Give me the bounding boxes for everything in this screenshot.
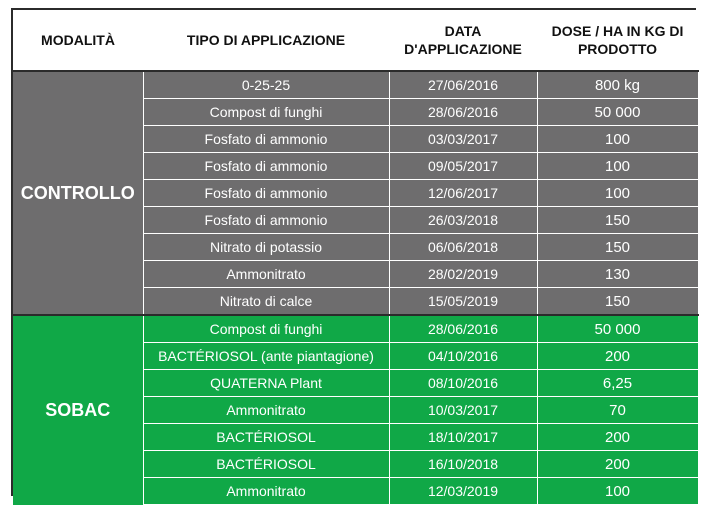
cell-dose: 100	[537, 180, 698, 207]
cell-dose: 800 kg	[537, 71, 698, 99]
cell-dose: 150	[537, 207, 698, 234]
cell-tipo: 0-25-25	[143, 71, 389, 99]
cell-data: 28/06/2016	[389, 99, 537, 126]
cell-dose: 100	[537, 126, 698, 153]
cell-tipo: BACTÉRIOSOL	[143, 451, 389, 478]
cell-data: 04/10/2016	[389, 343, 537, 370]
table-row	[13, 71, 698, 99]
cell-data: 06/06/2018	[389, 234, 537, 261]
cell-data: 15/05/2019	[389, 288, 537, 316]
cell-tipo: Compost di funghi	[143, 315, 389, 343]
cell-tipo: Ammonitrato	[143, 261, 389, 288]
cell-tipo: QUATERNA Plant	[143, 370, 389, 397]
cell-dose: 6,25	[537, 370, 698, 397]
cell-dose: 50 000	[537, 99, 698, 126]
header-data-line2: D'APPLICAZIONE	[404, 41, 522, 57]
cell-dose: 200	[537, 424, 698, 451]
cell-tipo: Fosfato di ammonio	[143, 207, 389, 234]
cell-tipo: Nitrato di calce	[143, 288, 389, 316]
cell-tipo: Ammonitrato	[143, 397, 389, 424]
cell-data: 09/05/2017	[389, 153, 537, 180]
cell-data: 12/03/2019	[389, 478, 537, 505]
cell-data: 12/06/2017	[389, 180, 537, 207]
group-label-sobac: SOBAC	[13, 315, 143, 505]
header-row	[13, 10, 698, 71]
header-dose	[537, 10, 698, 71]
cell-tipo: Nitrato di potassio	[143, 234, 389, 261]
cell-dose: 70	[537, 397, 698, 424]
table-row	[13, 315, 698, 343]
cell-dose: 150	[537, 288, 698, 316]
cell-data: 18/10/2017	[389, 424, 537, 451]
cell-dose: 130	[537, 261, 698, 288]
application-table	[13, 10, 699, 505]
cell-tipo: Fosfato di ammonio	[143, 126, 389, 153]
cell-dose: 100	[537, 478, 698, 505]
cell-dose: 150	[537, 234, 698, 261]
header-dose-line2: PRODOTTO	[577, 41, 658, 57]
application-table-frame	[11, 8, 696, 500]
header-data-line1: DATA	[444, 23, 482, 39]
cell-tipo: Fosfato di ammonio	[143, 153, 389, 180]
header-tipo: TIPO DI APPLICAZIONE	[143, 10, 389, 71]
header-data	[389, 10, 537, 71]
header-dose-line1: DOSE / HA IN KG DI	[551, 23, 684, 39]
cell-tipo: BACTÉRIOSOL (ante piantagione)	[143, 343, 389, 370]
cell-dose: 50 000	[537, 315, 698, 343]
cell-data: 03/03/2017	[389, 126, 537, 153]
cell-dose: 200	[537, 451, 698, 478]
cell-data: 28/06/2016	[389, 315, 537, 343]
cell-data: 10/03/2017	[389, 397, 537, 424]
cell-data: 26/03/2018	[389, 207, 537, 234]
header-modalita: MODALITÀ	[13, 10, 143, 71]
table-body	[13, 71, 698, 505]
cell-data: 16/10/2018	[389, 451, 537, 478]
cell-dose: 100	[537, 153, 698, 180]
cell-tipo: Ammonitrato	[143, 478, 389, 505]
cell-data: 27/06/2016	[389, 71, 537, 99]
cell-data: 08/10/2016	[389, 370, 537, 397]
cell-data: 28/02/2019	[389, 261, 537, 288]
cell-dose: 200	[537, 343, 698, 370]
cell-tipo: BACTÉRIOSOL	[143, 424, 389, 451]
group-label-controllo: CONTROLLO	[13, 71, 143, 315]
cell-tipo: Fosfato di ammonio	[143, 180, 389, 207]
cell-tipo: Compost di funghi	[143, 99, 389, 126]
